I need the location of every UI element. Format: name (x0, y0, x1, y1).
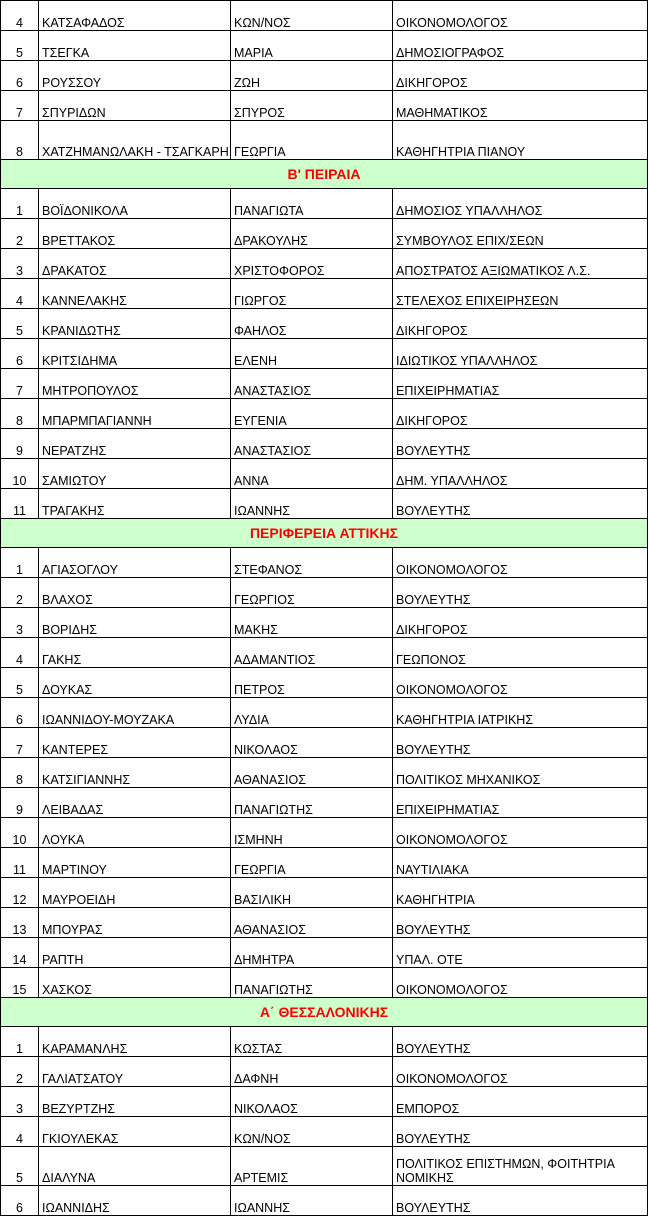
surname-cell: ΡΑΠΤΗ (39, 938, 231, 968)
table-row (1, 938, 648, 968)
table-row (1, 91, 648, 121)
occupation-cell: ΟΙΚΟΝΟΜΟΛΟΓΟΣ (393, 548, 648, 578)
occupation-cell: ΔΗΜΟΣΙΟΓΡΑΦΟΣ (393, 31, 648, 61)
first-name-cell: ΧΡΙΣΤΟΦΟΡΟΣ (231, 249, 393, 279)
first-name-cell: ΕΥΓΕΝΙΑ (231, 399, 393, 429)
first-name-cell: ΔΗΜΗΤΡΑ (231, 938, 393, 968)
row-number: 5 (1, 668, 39, 698)
first-name-cell: ΠΑΝΑΓΙΩΤΗΣ (231, 788, 393, 818)
first-name-cell: ΓΕΩΡΓΙΑ (231, 121, 393, 160)
surname-cell: ΙΩΑΝΝΙΔΟΥ-ΜΟΥΖΑΚΑ (39, 698, 231, 728)
row-number: 4 (1, 279, 39, 309)
first-name-cell: ΔΡΑΚΟΥΛΗΣ (231, 219, 393, 249)
surname-cell: ΤΡΑΓΑΚΗΣ (39, 489, 231, 519)
surname-cell: ΔΙΑΛΥΝΑ (39, 1147, 231, 1186)
occupation-cell: ΕΠΙΧΕΙΡΗΜΑΤΙΑΣ (393, 788, 648, 818)
table-row (1, 698, 648, 728)
row-number: 11 (1, 848, 39, 878)
table-row (1, 608, 648, 638)
section-header-row (1, 160, 648, 189)
occupation-cell: ΟΙΚΟΝΟΜΟΛΟΓΟΣ (393, 1, 648, 31)
first-name-cell: ΔΑΦΝΗ (231, 1057, 393, 1087)
table-row (1, 1087, 648, 1117)
first-name-cell: ΑΝΝΑ (231, 459, 393, 489)
table-row (1, 578, 648, 608)
first-name-cell: ΑΘΑΝΑΣΙΟΣ (231, 758, 393, 788)
occupation-cell: ΚΑΘΗΓΗΤΡΙΑ ΙΑΤΡΙΚΗΣ (393, 698, 648, 728)
occupation-cell: ΒΟΥΛΕΥΤΗΣ (393, 1186, 648, 1216)
surname-cell: ΜΠΟΥΡΑΣ (39, 908, 231, 938)
row-number: 12 (1, 878, 39, 908)
surname-cell: ΒΟΡΙΔΗΣ (39, 608, 231, 638)
surname-cell: ΓΑΚΗΣ (39, 638, 231, 668)
occupation-cell: ΟΙΚΟΝΟΜΟΛΟΓΟΣ (393, 1057, 648, 1087)
first-name-cell: ΒΑΣΙΛΙΚΗ (231, 878, 393, 908)
table-row (1, 788, 648, 818)
first-name-cell: ΛΥΔΙΑ (231, 698, 393, 728)
table-row (1, 219, 648, 249)
row-number: 10 (1, 818, 39, 848)
surname-cell: ΤΣΕΓΚΑ (39, 31, 231, 61)
table-row (1, 818, 648, 848)
row-number: 11 (1, 489, 39, 519)
first-name-cell: ΓΕΩΡΓΙΑ (231, 848, 393, 878)
surname-cell: ΜΑΥΡΟΕΙΔΗ (39, 878, 231, 908)
row-number: 6 (1, 698, 39, 728)
first-name-cell: ΠΑΝΑΓΙΩΤΗΣ (231, 968, 393, 998)
table-row (1, 548, 648, 578)
occupation-cell: ΠΟΛΙΤΙΚΟΣ ΕΠΙΣΤΗΜΩΝ, ΦΟΙΤΗΤΡΙΑ ΝΟΜΙΚΗΣ (393, 1147, 648, 1186)
row-number: 5 (1, 31, 39, 61)
first-name-cell: ΣΤΕΦΑΝΟΣ (231, 548, 393, 578)
surname-cell: ΣΑΜΙΩΤΟΥ (39, 459, 231, 489)
table-row (1, 121, 648, 160)
first-name-cell: ΙΣΜΗΝΗ (231, 818, 393, 848)
table-row (1, 31, 648, 61)
occupation-cell: ΔΗΜΟΣΙΟΣ ΥΠΑΛΛΗΛΟΣ (393, 189, 648, 219)
occupation-cell: ΜΑΘΗΜΑΤΙΚΟΣ (393, 91, 648, 121)
table-row (1, 1057, 648, 1087)
section-header-row (1, 998, 648, 1027)
table-row (1, 429, 648, 459)
table-row (1, 848, 648, 878)
occupation-cell: ΟΙΚΟΝΟΜΟΛΟΓΟΣ (393, 968, 648, 998)
occupation-cell: ΣΤΕΛΕΧΟΣ ΕΠΙΧΕΙΡΗΣΕΩΝ (393, 279, 648, 309)
first-name-cell: ΚΩΝ/ΝΟΣ (231, 1, 393, 31)
row-number: 13 (1, 908, 39, 938)
first-name-cell: ΑΔΑΜΑΝΤΙΟΣ (231, 638, 393, 668)
row-number: 5 (1, 1147, 39, 1186)
surname-cell: ΚΡΙΤΣΙΔΗΜΑ (39, 339, 231, 369)
surname-cell: ΚΑΤΣΙΓΙΑΝΝΗΣ (39, 758, 231, 788)
section-title: Β' ΠΕΙΡΑΙΑ (1, 160, 648, 189)
surname-cell: ΚΡΑΝΙΔΩΤΗΣ (39, 309, 231, 339)
occupation-cell: ΚΑΘΗΓΗΤΡΙΑ ΠΙΑΝΟΥ (393, 121, 648, 160)
surname-cell: ΛΕΙΒΑΔΑΣ (39, 788, 231, 818)
table-row (1, 1117, 648, 1147)
surname-cell: ΚΑΡΑΜΑΝΛΗΣ (39, 1027, 231, 1057)
occupation-cell: ΕΠΙΧΕΙΡΗΜΑΤΙΑΣ (393, 369, 648, 399)
first-name-cell: ΓΕΩΡΓΙΟΣ (231, 578, 393, 608)
row-number: 3 (1, 608, 39, 638)
surname-cell: ΓΚΙΟΥΛΕΚΑΣ (39, 1117, 231, 1147)
first-name-cell: ΠΑΝΑΓΙΩΤΑ (231, 189, 393, 219)
surname-cell: ΧΑΤΖΗΜΑΝΩΛΑΚΗ - ΤΣΑΓΚΑΡΗ (39, 121, 231, 160)
occupation-cell: ΒΟΥΛΕΥΤΗΣ (393, 429, 648, 459)
table-row (1, 1147, 648, 1186)
occupation-cell: ΒΟΥΛΕΥΤΗΣ (393, 728, 648, 758)
occupation-cell: ΔΙΚΗΓΟΡΟΣ (393, 399, 648, 429)
table-row (1, 668, 648, 698)
row-number: 2 (1, 219, 39, 249)
occupation-cell: ΥΠΑΛ. ΟΤΕ (393, 938, 648, 968)
row-number: 10 (1, 459, 39, 489)
surname-cell: ΡΟΥΣΣΟΥ (39, 61, 231, 91)
surname-cell: ΔΟΥΚΑΣ (39, 668, 231, 698)
first-name-cell: ΕΛΕΝΗ (231, 339, 393, 369)
table-row (1, 189, 648, 219)
occupation-cell: ΕΜΠΟΡΟΣ (393, 1087, 648, 1117)
surname-cell: ΝΕΡΑΤΖΗΣ (39, 429, 231, 459)
table-row (1, 61, 648, 91)
table-row (1, 728, 648, 758)
first-name-cell: ΚΩΝ/ΝΟΣ (231, 1117, 393, 1147)
table-row (1, 758, 648, 788)
occupation-cell: ΝΑΥΤΙΛΙΑΚΑ (393, 848, 648, 878)
table-row (1, 309, 648, 339)
surname-cell: ΛΟΥΚΑ (39, 818, 231, 848)
row-number: 8 (1, 399, 39, 429)
table-row (1, 1027, 648, 1057)
section-title: Α΄ ΘΕΣΣΑΛΟΝΙΚΗΣ (1, 998, 648, 1027)
occupation-cell: ΒΟΥΛΕΥΤΗΣ (393, 578, 648, 608)
first-name-cell: ΓΙΩΡΓΟΣ (231, 279, 393, 309)
row-number: 15 (1, 968, 39, 998)
row-number: 14 (1, 938, 39, 968)
row-number: 7 (1, 91, 39, 121)
occupation-cell: ΒΟΥΛΕΥΤΗΣ (393, 489, 648, 519)
first-name-cell: ΝΙΚΟΛΑΟΣ (231, 1087, 393, 1117)
occupation-cell: ΒΟΥΛΕΥΤΗΣ (393, 1027, 648, 1057)
table-row (1, 878, 648, 908)
occupation-cell: ΔΙΚΗΓΟΡΟΣ (393, 608, 648, 638)
occupation-cell: ΓΕΩΠΟΝΟΣ (393, 638, 648, 668)
surname-cell: ΚΑΝΝΕΛΑΚΗΣ (39, 279, 231, 309)
surname-cell: ΒΕΖΥΡΤΖΗΣ (39, 1087, 231, 1117)
surname-cell: ΒΛΑΧΟΣ (39, 578, 231, 608)
table-row (1, 1, 648, 31)
surname-cell: ΙΩΑΝΝΙΔΗΣ (39, 1186, 231, 1216)
surname-cell: ΓΑΛΙΑΤΣΑΤΟΥ (39, 1057, 231, 1087)
table-row (1, 399, 648, 429)
first-name-cell: ΙΩΑΝΝΗΣ (231, 489, 393, 519)
row-number: 5 (1, 309, 39, 339)
row-number: 9 (1, 429, 39, 459)
first-name-cell: ΑΘΑΝΑΣΙΟΣ (231, 908, 393, 938)
table-row (1, 279, 648, 309)
surname-cell: ΔΡΑΚΑΤΟΣ (39, 249, 231, 279)
occupation-cell: ΒΟΥΛΕΥΤΗΣ (393, 1117, 648, 1147)
surname-cell: ΜΗΤΡΟΠΟΥΛΟΣ (39, 369, 231, 399)
surname-cell: ΧΑΣΚΟΣ (39, 968, 231, 998)
row-number: 2 (1, 1057, 39, 1087)
first-name-cell: ΜΑΡΙΑ (231, 31, 393, 61)
row-number: 2 (1, 578, 39, 608)
surname-cell: ΣΠΥΡΙΔΩΝ (39, 91, 231, 121)
occupation-cell: ΠΟΛΙΤΙΚΟΣ ΜΗΧΑΝΙΚΟΣ (393, 758, 648, 788)
first-name-cell: ΑΡΤΕΜΙΣ (231, 1147, 393, 1186)
occupation-cell: ΟΙΚΟΝΟΜΟΛΟΓΟΣ (393, 668, 648, 698)
surname-cell: ΑΓΙΑΣΟΓΛΟΥ (39, 548, 231, 578)
occupation-cell: ΑΠΟΣΤΡΑΤΟΣ ΑΞΙΩΜΑΤΙΚΟΣ Λ.Σ. (393, 249, 648, 279)
first-name-cell: ΠΕΤΡΟΣ (231, 668, 393, 698)
row-number: 4 (1, 638, 39, 668)
table-row (1, 339, 648, 369)
first-name-cell: ΖΩΗ (231, 61, 393, 91)
row-number: 7 (1, 369, 39, 399)
row-number: 7 (1, 728, 39, 758)
row-number: 1 (1, 548, 39, 578)
surname-cell: ΜΑΡΤΙΝΟΥ (39, 848, 231, 878)
occupation-cell: ΔΙΚΗΓΟΡΟΣ (393, 61, 648, 91)
table-row (1, 369, 648, 399)
section-header-row (1, 519, 648, 548)
table-row (1, 638, 648, 668)
first-name-cell: ΚΩΣΤΑΣ (231, 1027, 393, 1057)
candidates-table-body (1, 1, 648, 1216)
table-row (1, 1186, 648, 1216)
occupation-cell: ΔΙΚΗΓΟΡΟΣ (393, 309, 648, 339)
occupation-cell: ΙΔΙΩΤΙΚΟΣ ΥΠΑΛΛΗΛΟΣ (393, 339, 648, 369)
surname-cell: ΚΑΤΣΑΦΑΔΟΣ (39, 1, 231, 31)
occupation-cell: ΟΙΚΟΝΟΜΟΛΟΓΟΣ (393, 818, 648, 848)
row-number: 8 (1, 121, 39, 160)
row-number: 9 (1, 788, 39, 818)
row-number: 6 (1, 1186, 39, 1216)
row-number: 6 (1, 61, 39, 91)
table-row (1, 908, 648, 938)
row-number: 4 (1, 1, 39, 31)
row-number: 1 (1, 1027, 39, 1057)
table-row (1, 249, 648, 279)
occupation-cell: ΒΟΥΛΕΥΤΗΣ (393, 908, 648, 938)
table-row (1, 489, 648, 519)
first-name-cell: ΦΑΗΛΟΣ (231, 309, 393, 339)
surname-cell: ΒΡΕΤΤΑΚΟΣ (39, 219, 231, 249)
first-name-cell: ΙΩΑΝΝΗΣ (231, 1186, 393, 1216)
surname-cell: ΜΠΑΡΜΠΑΓΙΑΝΝΗ (39, 399, 231, 429)
first-name-cell: ΑΝΑΣΤΑΣΙΟΣ (231, 369, 393, 399)
first-name-cell: ΣΠΥΡΟΣ (231, 91, 393, 121)
surname-cell: ΒΟΪΔΟΝΙΚΟΛΑ (39, 189, 231, 219)
first-name-cell: ΑΝΑΣΤΑΣΙΟΣ (231, 429, 393, 459)
surname-cell: ΚΑΝΤΕΡΕΣ (39, 728, 231, 758)
section-title: ΠΕΡΙΦΕΡΕΙΑ ΑΤΤΙΚΗΣ (1, 519, 648, 548)
row-number: 3 (1, 1087, 39, 1117)
table-row (1, 459, 648, 489)
occupation-cell: ΣΥΜΒΟΥΛΟΣ ΕΠΙΧ/ΣΕΩΝ (393, 219, 648, 249)
row-number: 1 (1, 189, 39, 219)
first-name-cell: ΜΑΚΗΣ (231, 608, 393, 638)
occupation-cell: ΔΗΜ. ΥΠΑΛΛΗΛΟΣ (393, 459, 648, 489)
occupation-cell: ΚΑΘΗΓΗΤΡΙΑ (393, 878, 648, 908)
row-number: 8 (1, 758, 39, 788)
row-number: 4 (1, 1117, 39, 1147)
row-number: 6 (1, 339, 39, 369)
row-number: 3 (1, 249, 39, 279)
table-row (1, 968, 648, 998)
first-name-cell: ΝΙΚΟΛΑΟΣ (231, 728, 393, 758)
